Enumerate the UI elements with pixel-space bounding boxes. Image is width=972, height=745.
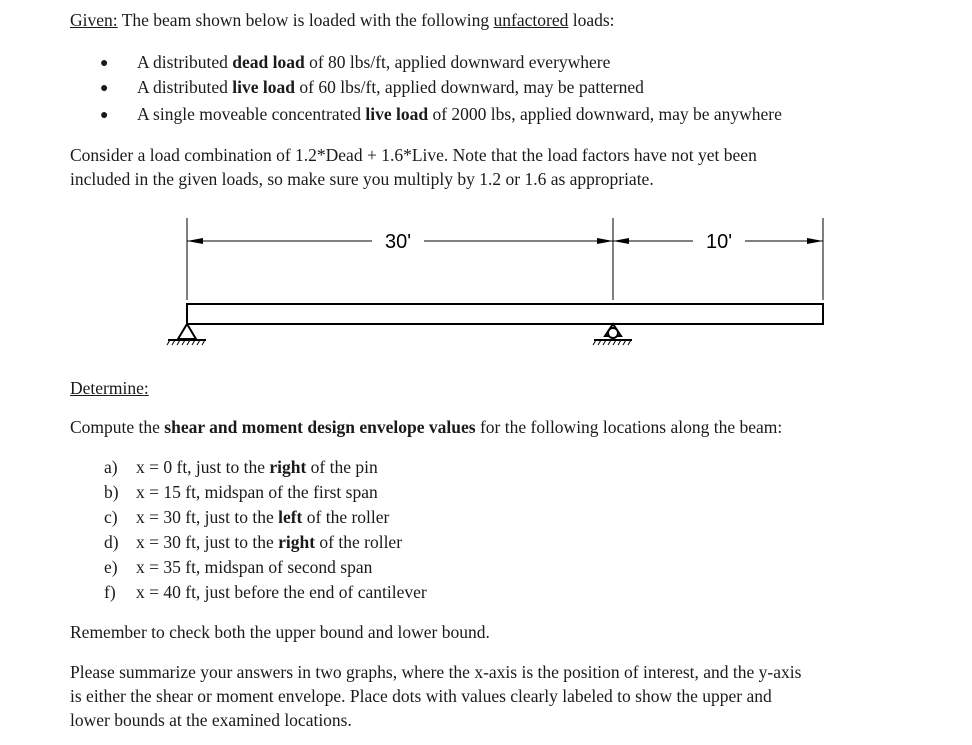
- summary-line-2: is either the shear or moment envelope. Place dots with values clearly labeled to show the upper and: [70, 686, 772, 706]
- location-letter: d): [104, 532, 119, 552]
- location-text: x = 15 ft, midspan of the first span: [136, 482, 378, 502]
- given-line: [70, 8, 615, 32]
- compute-text: for the following locations along the beam:: [475, 417, 783, 437]
- location-item: [104, 580, 427, 604]
- remember-line: Remember to check both the upper bound and lower bound.: [70, 622, 490, 642]
- bullet-dot-icon: ●: [100, 108, 109, 123]
- determine-label: Determine:: [70, 378, 149, 398]
- compute-line: [70, 415, 782, 439]
- beam-diagram: [0, 210, 972, 360]
- load-bullet: [100, 75, 644, 101]
- given-intro-before: The beam shown below is loaded with the following: [121, 10, 490, 30]
- consider-line-1: Consider a load combination of 1.2*Dead + 1.6*Live. Note that the load factors have not yet been: [70, 145, 757, 165]
- location-item: [104, 455, 378, 479]
- pin-support-icon: [167, 324, 206, 345]
- location-text: of the roller: [315, 532, 403, 552]
- dim-arrow-mid-left-icon: [597, 238, 613, 244]
- dim-arrow-left-icon: [187, 238, 203, 244]
- roller-support-icon: [593, 324, 632, 345]
- location-item: [104, 505, 389, 529]
- dim-arrow-right-icon: [807, 238, 823, 244]
- beam: [187, 304, 823, 324]
- bullet-text: A distributed: [137, 77, 233, 97]
- span2-label: 10': [705, 231, 733, 253]
- location-letter: b): [104, 482, 119, 502]
- location-item: [104, 530, 402, 554]
- location-text: of the roller: [302, 507, 390, 527]
- location-bold: right: [278, 532, 316, 552]
- bullet-dot-icon: ●: [100, 56, 109, 71]
- span1-label: 30': [384, 231, 412, 253]
- location-text: x = 35 ft, midspan of second span: [136, 557, 373, 577]
- location-text: x = 30 ft, just to the: [136, 507, 279, 527]
- bullet-text: of 60 lbs/ft, applied downward, may be patterned: [295, 77, 644, 97]
- summary-line-3: lower bounds at the examined locations.: [70, 710, 352, 730]
- location-letter: a): [104, 457, 118, 477]
- bullet-bold: live load: [365, 104, 429, 124]
- load-bullet: [100, 50, 610, 76]
- location-item: [104, 480, 378, 504]
- consider-line-2: included in the given loads, so make sure you multiply by 1.2 or 1.6 as appropriate.: [70, 169, 654, 189]
- location-bold: left: [278, 507, 303, 527]
- bullet-text: A distributed: [137, 52, 233, 72]
- dim-arrow-mid-right-icon: [613, 238, 629, 244]
- location-bold: right: [269, 457, 307, 477]
- bullet-dot-icon: ●: [100, 81, 109, 96]
- bullet-text: A single moveable concentrated: [137, 104, 366, 124]
- given-intro-underlined: unfactored: [493, 10, 569, 30]
- bullet-bold: dead load: [232, 52, 305, 72]
- given-intro-after: loads:: [572, 10, 615, 30]
- load-bullet: [100, 102, 782, 128]
- location-text: x = 40 ft, just before the end of cantilever: [136, 582, 427, 602]
- location-item: [104, 555, 372, 579]
- location-text: x = 0 ft, just to the: [136, 457, 270, 477]
- bullet-text: of 80 lbs/ft, applied downward everywhere: [304, 52, 611, 72]
- bullet-bold: live load: [232, 77, 295, 97]
- location-letter: e): [104, 557, 118, 577]
- location-letter: c): [104, 507, 118, 527]
- location-text: of the pin: [306, 457, 378, 477]
- location-text: x = 30 ft, just to the: [136, 532, 279, 552]
- compute-bold: shear and moment design envelope values: [164, 417, 476, 437]
- location-letter: f): [104, 582, 116, 602]
- compute-text: Compute the: [70, 417, 165, 437]
- summary-line-1: Please summarize your answers in two graphs, where the x-axis is the position of interest, and the y-axis: [70, 662, 802, 682]
- bullet-text: of 2000 lbs, applied downward, may be anywhere: [428, 104, 782, 124]
- given-label: Given:: [70, 10, 118, 30]
